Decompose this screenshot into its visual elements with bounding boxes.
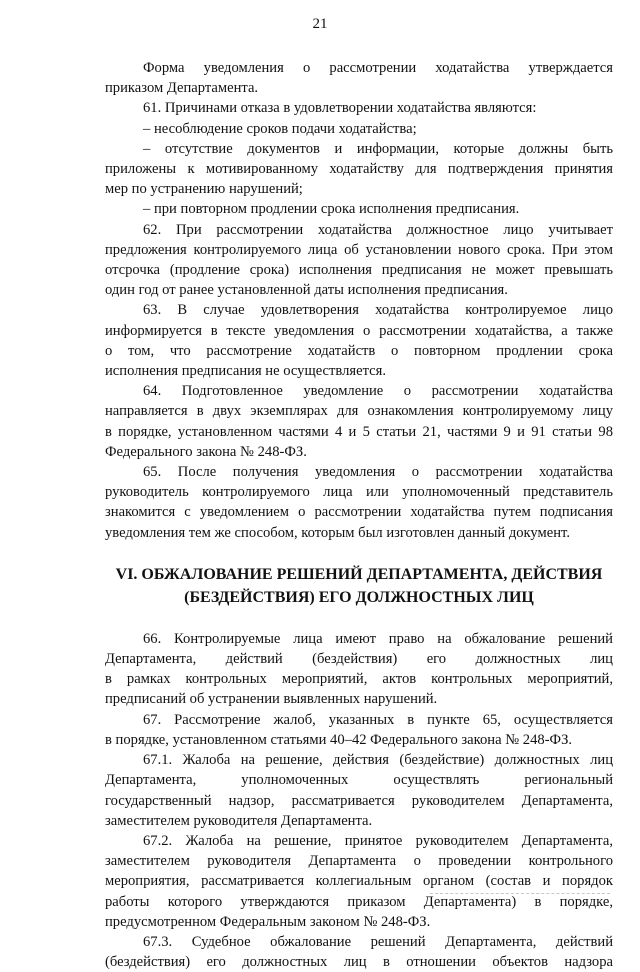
text-line: работы которого утверждаются приказом Департамента) в порядке, [105,893,613,910]
text-line: предложения контролируемого лица об установлении нового срока. При этом [105,241,613,258]
text-line: 67. Рассмотрение жалоб, указанных в пункте 65, осуществляется [143,711,613,728]
text-line: предписаний об устранении выявленных нарушений. [105,691,438,708]
text-line: – несоблюдение сроков подачи ходатайства; [143,120,417,137]
text-line: 63. В случае удовлетворения ходатайства контролируемое лицо [143,302,613,319]
text-line: уведомления тем же способом, которым был изготовлен данный документ. [105,524,570,541]
text-line: 62. При рассмотрении ходатайства должностное лицо учитывает [143,221,613,238]
text-line: один год от ранее установленной даты исполнения предписания. [105,282,508,299]
text-line: государственный надзор, рассматривается руководителем Департамента, [105,792,613,809]
section-heading [105,563,613,609]
page-number: 21 [312,16,328,32]
text-line: (бездействия) его должностных лиц в отношении объектов надзора [105,954,613,971]
text-line: в рамках контрольных мероприятий, актов контрольных мероприятий, [105,671,613,688]
text-line: Форма уведомления о рассмотрении ходатайства утверждается [143,60,613,76]
text-line: приложены к мотивированному ходатайству для подтверждения принятия [105,161,613,178]
text-line: 66. Контролируемые лица имеют право на обжалование решений [143,630,613,647]
text-line: – при повторном продлении срока исполнения предписания. [143,201,520,218]
text-line: информируется в тексте уведомления о рассмотрении ходатайства, а также [105,322,613,339]
text-line: 67.3. Судебное обжалование решений Департамента, действий [143,933,613,950]
section-heading-line-2: (БЕЗДЕЙСТВИЯ) ЕГО ДОЛЖНОСТНЫХ ЛИЦ [184,588,534,606]
text-line: Департамента, уполномоченных осуществлять региональный [105,772,613,789]
paragraphs-section-vi [105,629,613,972]
text-line: знакомится с уведомлением о рассмотрении ходатайства путем подписания [105,504,613,521]
text-line: о том, что рассмотрение ходатайств о повторном продлении срока [105,342,613,359]
text-line: – отсутствие документов и информации, которые должны быть [143,140,613,157]
document-body [105,58,613,972]
text-line: мер по устранению нарушений; [105,181,303,198]
footer-divider [430,893,610,894]
text-line: предусмотренном Федеральным законом № 248-ФЗ. [105,913,431,930]
text-line: 64. Подготовленное уведомление о рассмотрении ходатайства [143,383,613,400]
text-line: отсрочка (продление срока) исполнения предписания не может превышать [105,262,613,279]
text-line: в порядке, установленном частями 4 и 5 статьи 21, частями 9 и 91 статьи 98 [105,423,613,440]
text-line: заместителем руководителя Департамента о проведении контрольного [105,853,613,870]
text-line: 65. После получения уведомления о рассмотрении ходатайства [143,464,613,481]
text-line: заместителем руководителя Департамента. [105,812,373,829]
text-line: направляется в двух экземплярах для ознакомления контролируемому лицу [105,403,613,420]
text-line: Департамента, действий (бездействия) его должностных лиц [105,651,613,668]
text-line: в порядке, установленном статьями 40–42 Федерального закона № 248-ФЗ. [105,731,573,748]
text-line: Федерального закона № 248-ФЗ. [105,443,307,460]
text-line: исполнения предписания не осуществляется. [105,363,386,380]
text-line: 67.2. Жалоба на решение, принятое руководителем Департамента, [143,832,613,849]
paragraphs-section-v [105,58,613,543]
text-line: мероприятия, рассматривается коллегиальным органом (состав и порядок [105,873,613,890]
text-line: приказом Департамента. [105,80,259,97]
text-line: 67.1. Жалоба на решение, действия (бездействие) должностных лиц [143,752,613,769]
section-heading-line-1: VI. ОБЖАЛОВАНИЕ РЕШЕНИЙ ДЕПАРТАМЕНТА, ДЕЙСТВИЯ [115,565,603,583]
text-line: руководитель контролируемого лица или уполномоченный представитель [105,484,613,501]
text-line: 61. Причинами отказа в удовлетворении ходатайства являются: [143,100,537,117]
